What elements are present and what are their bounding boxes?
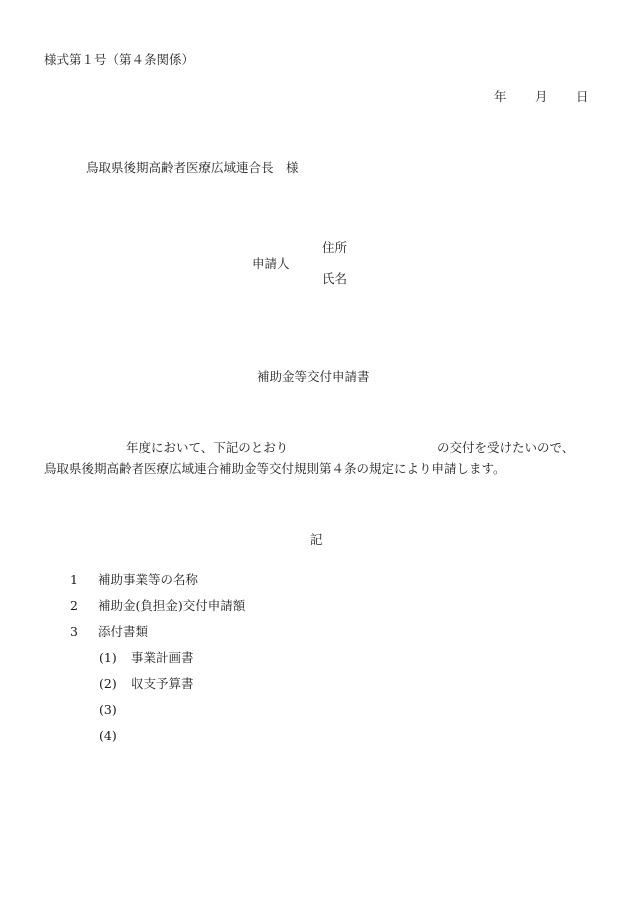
item-label: 補助金(負担金)交付申請額 [98, 598, 246, 613]
item-number: 3 [70, 624, 78, 639]
attachment-number: (3) [99, 702, 117, 717]
attachment-label: 事業計画書 [131, 650, 194, 665]
date-day: 日 [576, 89, 589, 104]
item-label: 添付書類 [98, 624, 149, 639]
addressee: 鳥取県後期高齢者医療広域連合長 様 [86, 160, 299, 175]
item-label: 補助事業等の名称 [98, 572, 199, 587]
item-number: 1 [70, 572, 78, 587]
applicant-name-label: 氏名 [322, 271, 348, 286]
body-line2: 鳥取県後期高齢者医療広域連合補助金等交付規則第４条の規定により申請します。 [44, 461, 506, 476]
applicant-address-label: 住所 [322, 240, 348, 255]
date-year: 年 [494, 89, 507, 104]
date-month: 月 [535, 89, 548, 104]
attachment-label: 収支予算書 [131, 676, 194, 691]
applicant-label: 申請人 [252, 256, 290, 271]
body-line1-b: の交付を受けたいので、 [437, 440, 575, 455]
attachment-number: (1) [99, 650, 117, 665]
attachment-number: (4) [99, 728, 117, 743]
attachment-number: (2) [99, 676, 117, 691]
document-title: 補助金等交付申請書 [257, 369, 370, 384]
body-line1-a: 年度において、下記のとおり [126, 440, 289, 455]
ki-heading: 記 [310, 532, 323, 547]
item-number: 2 [70, 598, 78, 613]
form-number: 様式第１号（第４条関係） [44, 52, 195, 67]
